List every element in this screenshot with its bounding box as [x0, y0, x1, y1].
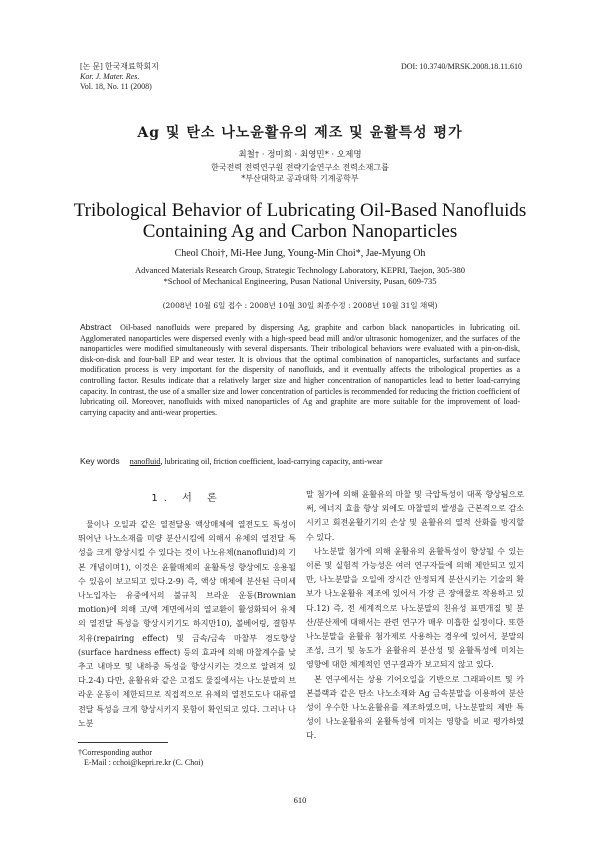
journal-volume: Vol. 18, No. 11 (2008)	[80, 82, 152, 91]
affiliations-en	[60, 265, 540, 287]
paragraph: 나노분말 첨가에 의해 윤활유의 윤활특성이 향상될 수 있는 이론 및 실험적 가능성은 여러 연구자들에 의해 제안되고 있지만, 나노분말을 오일에 장시간 안정되게 분산시키는 기술의 확보가 나노윤활유 제조에 있어서 가장 큰 장애물로 작용하고 있다.12) 즉, 전 세계적으로 나노분말의 친유성 표면개질 및 분산/분산제에 대해서는 관련 연구가 매우 미흡한 실정이다. 또한 나노분말을 윤활유 첨가제로 사용하는 경우에 있어서, 분말의 조성, 크기 및 농도가 윤활유의 분산성 및 윤활특성에 미치는 영향에 대한 체계적인 연구결과가 보고되지 않고 있다.	[306, 546, 524, 670]
authors-ko: 최철† · 정미희 · 최영민* · 오제명	[238, 150, 362, 160]
title-en-line-2: Containing Ag and Carbon Nanoparticles	[142, 221, 458, 242]
body-column-right	[306, 488, 524, 744]
paragraph: 말 첨가에 의해 윤활유의 마찰 및 극압특성이 대폭 향상됨으로써, 에너지 효율 향상 외에도 마찰열의 발생을 근본적으로 감소시키고 회전윤활기기의 손상 및 윤활유의 열적 산화를 방지할 수 있다.	[306, 490, 524, 542]
affiliation-ko-2: *부산대학교 공과대학 기계공학부	[241, 174, 359, 183]
journal-name-ko: [논 문] 한국재료학회지	[80, 62, 159, 71]
title-ko: Ag 및 탄소 나노윤활유의 제조 및 윤활특성 평가	[137, 125, 463, 141]
keyword-first: nanofluid	[129, 457, 161, 466]
affiliations-ko	[60, 162, 540, 184]
body-column-left	[78, 518, 296, 731]
keywords-rest: , lubricating oil, friction coefficient, load-carrying capacity, anti-wear	[160, 457, 383, 466]
page-number: 610	[293, 795, 307, 805]
footnote	[78, 748, 203, 768]
keywords-label: Key words	[80, 456, 120, 466]
journal-name-en: Kor. J. Mater. Res.	[80, 72, 140, 81]
journal-header	[80, 62, 159, 92]
abstract-text: Oil-based nanofluids were prepared by dispersing Ag, graphite and carbon black nanoparticles in lubricating oil. Agglomerated nanoparticles were dispersed evenly with a high-speed bead mill and/or ultrasonic homogenizer, and the surfaces of the nanoparticles were modified simultaneously with several dispersants. Their tribological behaviors were evaluated with a pin-on-disk, disk-on-disk and four-ball EP and wear tester. It is obvious that the optimal combination of nanoparticles, surfactants and surface modification process is very important for the dispersity of nanofluids, and it eventually affects the tribological properties as a controlling factor. Results indicate that a relatively larger size and higher concentration of nanoparticles lead to better load-carrying capacity. In contrast, the use of a smaller size and lower concentration of particles is recommended for reducing the friction coefficient of lubricating oil. Moreover, nanofluids with mixed nanoparticles of Ag and graphite are more suitable for the improvement of load-carrying capacity and anti-wear properties.	[80, 323, 520, 417]
doi: DOI: 10.3740/MRSK.2008.18.11.610	[400, 62, 522, 71]
authors-en: Cheol Choi†, Mi-Hee Jung, Young-Min Choi*, Jae-Myung Oh	[174, 248, 426, 259]
affiliation-en-1: Advanced Materials Research Group, Strategic Technology Laboratory, KEPRI, Taejon, 305-380	[134, 265, 466, 275]
abstract	[80, 322, 520, 418]
paragraph: 본 연구에서는 상용 기어오일을 기반으로 그래파이트 및 카본블랙과 같은 탄소 나노소재와 Ag 금속분말을 이용하여 분산성이 우수한 나노윤활유를 제조하였으며, 나노분말의 제반 특성이 나노윤활유의 윤활특성에 미치는 영향을 비교 평가하였다.	[306, 674, 524, 741]
abstract-label: Abstract	[80, 322, 112, 332]
affiliation-en-2: *School of Mechanical Engineering, Pusan National University, Pusan, 609-735	[163, 276, 437, 286]
footnote-email: E-Mail : cchoi@kepri.re.kr (C. Choi)	[84, 758, 204, 767]
section-title: 1. 서 론	[151, 493, 223, 504]
footnote-divider	[78, 742, 168, 743]
keywords	[80, 456, 520, 467]
paragraph: 물이나 오일과 같은 열전달용 액상매체에 열전도도 특성이 뛰어난 나노소재를 미량 분산시킴에 의해서 유체의 열전달 특성을 크게 향상시킬 수 있다는 것이 나노유체(nanofluid)의 기본 개념이며1), 이것은 윤활매체의 윤활특성 향상에도 응용될 수 있음이 보고되고 있다.2-9) 즉, 액상 매체에 분산된 극미세 나노입자는 유중에서의 불규칙 브라운 운동(Brownian motion)에 의해 고/액 계면에서의 열교환이 활성화되어 유체의 열전달 특성을 향상시키기도 하지만10), 볼베어링, 결함부 치유(repairing effect) 및 금속/금속 마찰부 경도향상(surface hardness effect) 등의 효과에 의해 마찰계수를 낮추고 내마모 및 내하중 특성을 향상시키는 것으로 알려져 있다.2-4) 다만, 윤활유와 같은 고점도 물질에서는 나노분말의 브라운 운동이 제한되므로 직접적으로 유체의 열전도도나 대류열전달 특성을 크게 향상시키지 못함이 확인되고 있다. 그러나 나노분	[78, 520, 296, 728]
title-en-line-1: Tribological Behavior of Lubricating Oil-Based Nanofluids	[73, 200, 527, 221]
title-en	[60, 200, 540, 242]
received-dates: (2008년 10월 6일 접수 : 2008년 10월 30일 최종수정 : 2008년 10월 31일 채택)	[162, 301, 438, 310]
affiliation-ko-1: 한국전력 전력연구원 전략기술연구소 전력소재그룹	[211, 163, 389, 172]
footnote-corresponding: †Corresponding author	[78, 748, 152, 757]
